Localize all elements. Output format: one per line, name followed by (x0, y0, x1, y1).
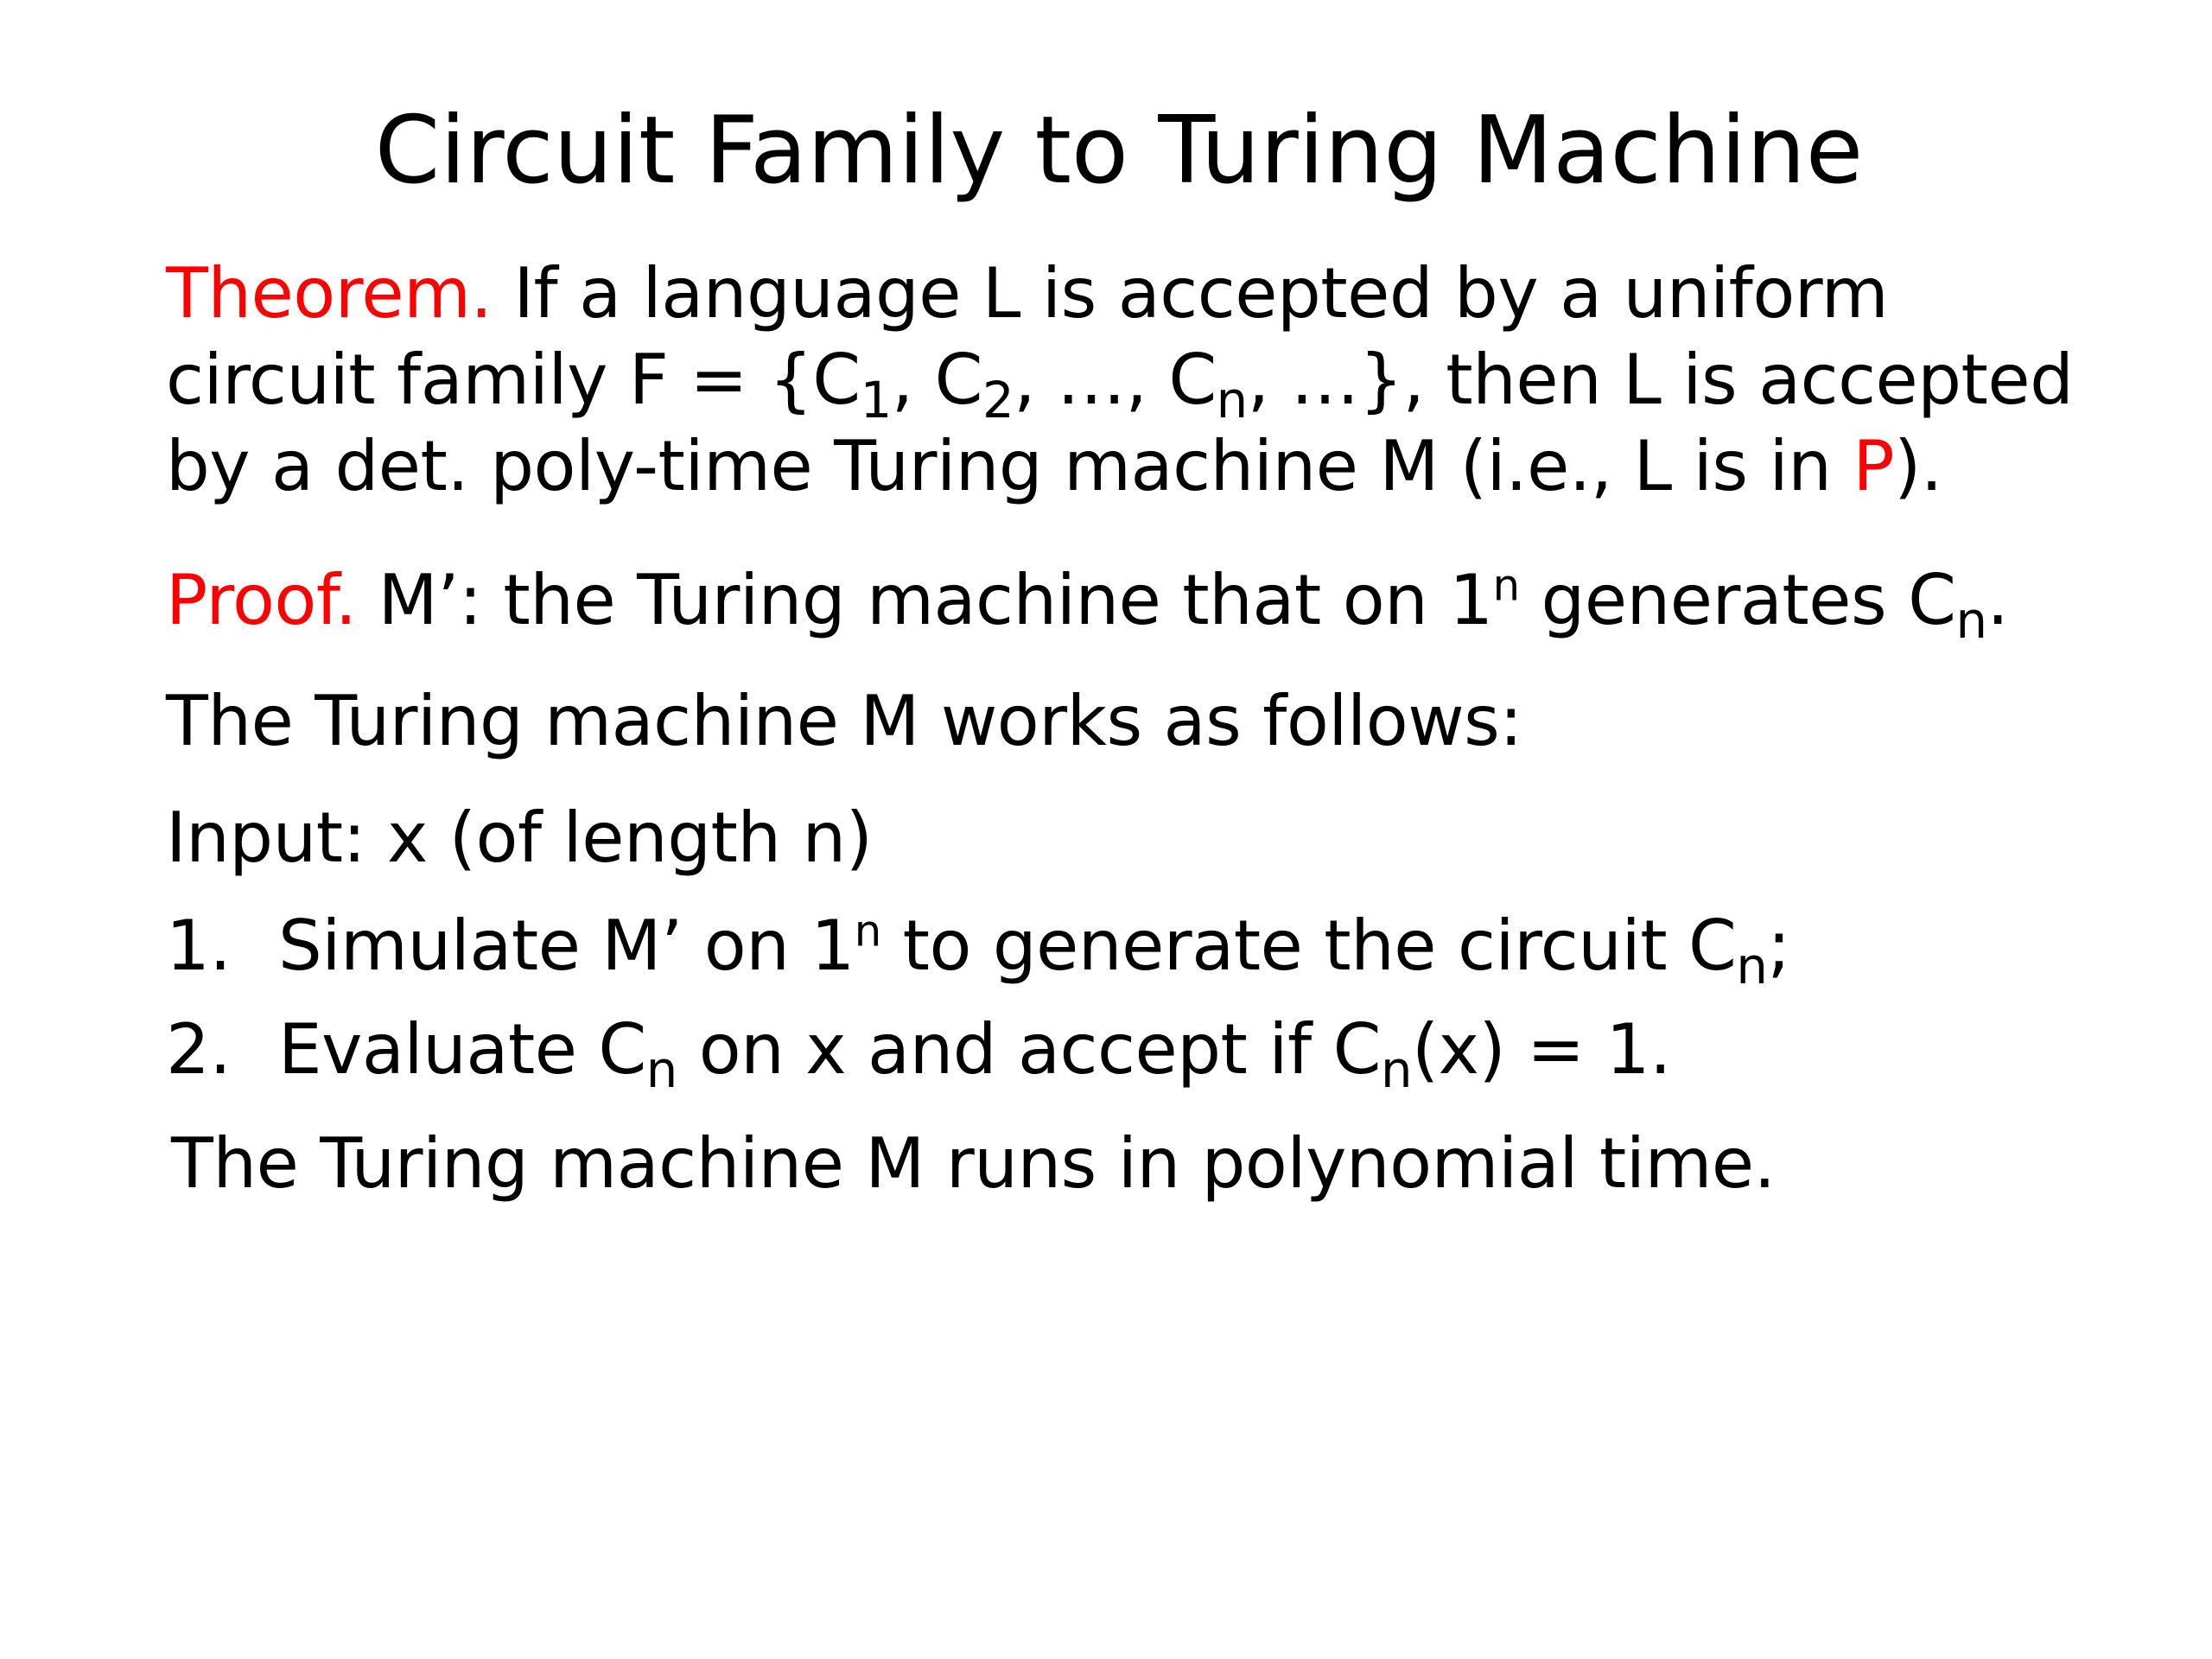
superscript-n: n (1492, 560, 1520, 611)
subscript-n: n (1216, 372, 1248, 430)
theorem-label: Theorem. (166, 253, 493, 334)
subscript-n: n (1955, 592, 1987, 651)
step-text-c: (x) = 1. (1411, 1009, 1671, 1090)
theorem-line-2 (166, 337, 2074, 430)
proof-text-b: generates C (1519, 560, 1956, 640)
step-text-a: Evaluate C (278, 1009, 646, 1090)
subscript-n: n (1736, 938, 1768, 996)
step-text-c: ; (1767, 906, 1790, 986)
theorem-text-2b: , C (891, 340, 982, 420)
input-line: Input: x (of length n) (166, 798, 873, 878)
works-line: The Turing machine M works as follows: (166, 681, 1522, 761)
subscript-n: n (1380, 1041, 1412, 1100)
subscript-1: 1 (860, 372, 892, 430)
subscript-n: n (645, 1041, 677, 1100)
theorem-text-3b: ). (1894, 426, 1942, 506)
step-text-b: to generate the circuit C (880, 906, 1737, 986)
subscript-2: 2 (982, 372, 1014, 430)
step-text-b: on x and accept if C (677, 1009, 1381, 1090)
theorem-text-2c: , …, C (1014, 340, 1217, 420)
step-text-a: Simulate M’ on 1 (278, 906, 855, 986)
proof-text-a: M’: the Turing machine that on 1 (356, 560, 1493, 640)
theorem-line-3 (166, 423, 1942, 510)
theorem-text-3a: by a det. poly-time Turing machine M (i.e., L is in (166, 426, 1853, 506)
theorem-text-2a: circuit family F = {C (166, 340, 861, 420)
theorem-line-1 (166, 251, 1888, 337)
superscript-n: n (854, 906, 881, 957)
conclusion-line: The Turing machine M runs in polynomial time. (171, 1123, 1776, 1204)
step-1 (166, 903, 1790, 996)
step-2 (166, 1007, 1671, 1100)
slide-title: Circuit Family to Turing Machine (374, 97, 1864, 205)
proof-text-c: . (1986, 560, 2009, 640)
theorem-text-1: If a language L is accepted by a uniform (492, 253, 1889, 334)
proof-line (166, 557, 2009, 651)
theorem-text-2d: , …}, then L is accepted (1247, 340, 2074, 420)
step-number: 2. (166, 1009, 232, 1090)
step-number: 1. (166, 906, 232, 986)
class-p: P (1853, 426, 1895, 506)
proof-label: Proof. (166, 560, 357, 640)
